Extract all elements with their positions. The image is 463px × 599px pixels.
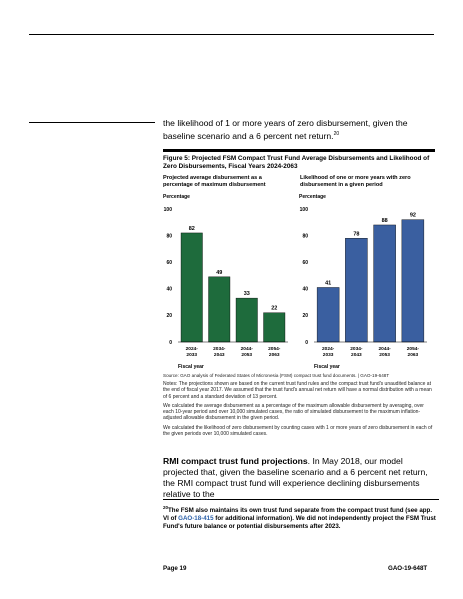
chart1-xticks: [186, 346, 281, 358]
c1-xtick-label: 2024-: [185, 347, 198, 352]
chart1-svg: [160, 191, 294, 371]
chart1-title: Projected average disbursement as a percentage of maximum disbursement: [163, 175, 266, 188]
c1-xtick-label: 2053: [241, 353, 253, 358]
c1-bar: [209, 277, 230, 342]
c2-xtick-label: 2054-: [406, 347, 420, 352]
top-rule: [29, 34, 434, 35]
c1-ytick-label: 100: [163, 206, 172, 213]
chart2-yticks: [300, 207, 309, 346]
figure-top-rule: [163, 149, 435, 152]
c2-xtick-label: 2034-: [350, 347, 363, 352]
c1-bar: [264, 313, 285, 342]
c1-xtick-label: 2044-: [240, 347, 253, 352]
note-1: Notes: The projections shown are based on the current trust fund rules and the compact trust fund's unaudited balance at the end of fiscal year 2017. We assumed that the trust fund's annual net return will have a normal distribution with a mean of 6 percent and a standard deviation of 13 percent.: [163, 381, 432, 400]
footnote: [163, 504, 439, 531]
c1-ytick-label: 80: [166, 233, 172, 240]
c1-ytick-label: 40: [166, 286, 172, 293]
c1-data-label: 49: [216, 269, 223, 276]
c1-data-label: 82: [188, 225, 195, 232]
c1-xtick-label: 2043: [213, 353, 225, 358]
chart2-xlabel: Fiscal year: [314, 364, 340, 370]
c1-xtick-label: 2063: [268, 353, 280, 358]
c1-ytick-label: 60: [166, 260, 172, 266]
c2-ytick-label: 40: [302, 286, 308, 293]
footnote-part2: for additional information). We did not independently project the FSM Trust Fund's future balance or potential disbursements after 2023.: [163, 515, 436, 531]
c2-data-label: 92: [409, 212, 416, 219]
c2-ytick-label: 80: [302, 233, 308, 240]
c1-bar: [181, 233, 202, 342]
c2-xtick-label: 2024-: [321, 347, 335, 352]
intro-text: the likelihood of 1 or more years of zero disbursement, given the baseline scenario and a 6 percent net return.: [163, 118, 408, 141]
c1-ytick-label: 20: [166, 313, 172, 320]
rmi-paragraph: [163, 456, 439, 500]
c2-bar: [374, 225, 396, 342]
c2-ytick-label: 60: [302, 260, 308, 266]
c1-ytick-label: 0: [169, 339, 172, 346]
figure-title: Figure 5: Projected FSM Compact Trust Fund Average Disbursements and Likelihood of Zero Disbursements, Fiscal Years 2024-2063: [163, 155, 430, 170]
figure-notes: [163, 381, 435, 437]
c1-data-label: 33: [243, 291, 250, 298]
footnote-link[interactable]: GAO-18-415: [178, 515, 214, 523]
rmi-text: . In May 2018, our model projected that, given the baseline scenario and a 6 percent net return, the RMI compact trust fund will experience declining disbursements relative to the: [163, 456, 428, 499]
chart1-xlabel: Fiscal year: [178, 364, 204, 370]
c2-ytick-label: 100: [299, 206, 308, 213]
chart2-ylabel: Percentage: [299, 194, 326, 200]
c2-bar: [317, 287, 339, 342]
c1-bar: [236, 298, 257, 342]
c2-xtick-label: 2044-: [378, 347, 391, 352]
chart1-ylabel: Percentage: [163, 194, 190, 200]
chart2-bars: [317, 213, 424, 342]
c2-data-label: 88: [381, 217, 388, 224]
intro-paragraph: [163, 118, 439, 142]
c1-xtick-label: 2054-: [268, 347, 281, 352]
rmi-heading: RMI compact trust fund projections: [163, 456, 308, 466]
footnote-part1: The FSM also maintains its own trust fund separate from the compact trust fund (see app. VI of: [163, 507, 433, 523]
note-2: We calculated the average disbursement as a percentage of the maximum allowable disbursement by averaging, over each 10-year period and over 10,000 simulated cases, the ratio of simulated disbursement to the maximum inflation-adjusted allowable disbursement in the given period.: [163, 402, 424, 422]
report-number: GAO-19-648T: [388, 565, 428, 572]
chart2-title: Likelihood of one or more years with zero disbursement in a given period: [300, 175, 411, 188]
chart2-svg: [296, 191, 435, 371]
page-number: Page 19: [163, 565, 187, 572]
c2-xtick-label: 2053: [379, 353, 390, 358]
c2-bar: [402, 220, 424, 342]
c2-bar: [345, 238, 367, 342]
c2-xtick-label: 2043: [351, 353, 362, 358]
footnote-ref: 20: [333, 131, 340, 137]
c2-data-label: 41: [325, 280, 332, 287]
footnote-rule: [163, 499, 439, 500]
c2-xtick-label: 2063: [407, 353, 419, 358]
c2-data-label: 78: [353, 231, 360, 238]
c2-ytick-label: 20: [302, 313, 308, 320]
c1-xtick-label: 2034-: [213, 347, 226, 352]
c1-data-label: 22: [271, 305, 278, 312]
chart2-xticks: [322, 346, 419, 358]
chart1-yticks: [164, 207, 173, 346]
figure-source: Source: GAO analysis of Federated States of Micronesia (FSM) compact trust fund documents. | GAO-19-648T: [163, 373, 390, 378]
chart1-bars: [181, 226, 285, 342]
note-3: We calculated the likelihood of zero disbursement by counting cases with 1 or more years of zero disbursement in each of the given periods over 10,000 simulated cases.: [163, 424, 433, 438]
c2-xtick-label: 2033: [322, 353, 334, 358]
footnote-number: 20: [163, 505, 169, 510]
c1-xtick-label: 2033: [186, 353, 198, 358]
c2-ytick-label: 0: [305, 339, 308, 346]
section-rule: [29, 122, 155, 123]
